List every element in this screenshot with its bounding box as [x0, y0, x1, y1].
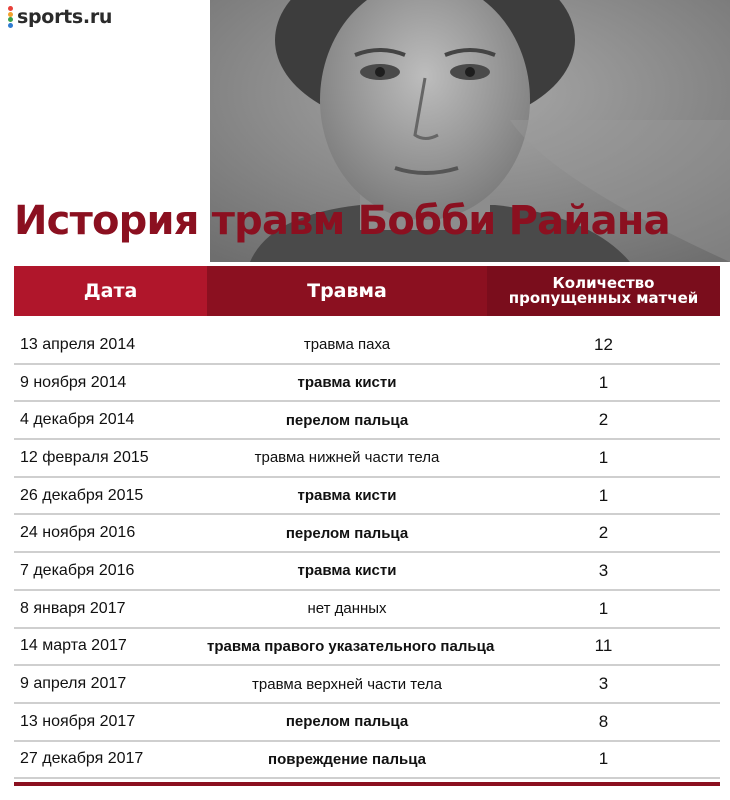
row-missed-games: 11: [594, 636, 613, 656]
row-date: 27 декабря 2017: [20, 750, 144, 768]
injury-table-body: [14, 327, 720, 779]
row-date: 24 ноября 2016: [20, 524, 136, 542]
row-injury: нет данных: [307, 600, 387, 618]
table-row: [14, 478, 720, 516]
row-missed-games: 8: [598, 711, 609, 731]
row-missed-games: 1: [598, 485, 609, 505]
table-row: [14, 666, 720, 704]
table-row: [14, 629, 720, 667]
row-date: 26 декабря 2015: [20, 486, 144, 504]
row-injury: травма правого указательного пальца: [207, 637, 495, 655]
table-row: [14, 440, 720, 478]
row-missed-games: 2: [598, 523, 609, 543]
row-injury: перелом пальца: [285, 713, 409, 731]
sports-ru-logo: [8, 6, 112, 28]
row-date: 4 декабря 2014: [20, 411, 135, 429]
row-missed-games: 1: [598, 749, 609, 769]
header-date: Дата: [14, 266, 207, 316]
header-missed-line2: пропущенных матчей: [508, 289, 699, 307]
row-missed-games: 2: [598, 410, 609, 430]
logo-dots-icon: [8, 6, 14, 28]
header-missed-line1: Количество: [552, 274, 655, 292]
row-injury: перелом пальца: [285, 524, 409, 542]
table-row: [14, 553, 720, 591]
header-missed-games: [487, 266, 720, 316]
table-row: [14, 591, 720, 629]
page-title: История травм Бобби Райана: [14, 198, 670, 244]
row-date: 7 декабря 2016: [20, 561, 135, 579]
row-injury: травма кисти: [297, 562, 397, 580]
row-injury: перелом пальца: [285, 411, 409, 429]
table-row: [14, 402, 720, 440]
row-injury: травма кисти: [297, 374, 397, 392]
row-date: 9 апреля 2017: [20, 675, 127, 693]
row-missed-games: 12: [594, 334, 613, 354]
row-date: 13 ноября 2017: [20, 712, 136, 730]
row-missed-games: 1: [598, 598, 609, 618]
bottom-divider: [14, 782, 720, 786]
row-date: 9 ноября 2014: [20, 373, 127, 391]
row-missed-games: 1: [598, 447, 609, 467]
logo-text: sports.ru: [17, 6, 113, 28]
table-row: [14, 365, 720, 403]
table-row: [14, 704, 720, 742]
row-date: 14 марта 2017: [20, 637, 127, 655]
row-injury: повреждение пальца: [268, 750, 426, 768]
row-missed-games: 3: [598, 674, 609, 694]
table-row: [14, 515, 720, 553]
table-header: [14, 266, 720, 316]
table-row: [14, 327, 720, 365]
row-injury: травма кисти: [297, 487, 397, 505]
table-row: [14, 742, 720, 780]
row-date: 12 февраля 2015: [20, 448, 149, 466]
row-missed-games: 3: [598, 560, 609, 580]
row-injury: травма паха: [303, 336, 391, 354]
row-injury: травма нижней части тела: [254, 449, 440, 467]
header-injury: Травма: [207, 266, 487, 316]
row-date: 8 января 2017: [20, 599, 126, 617]
row-date: 13 апреля 2014: [20, 335, 136, 353]
row-missed-games: 1: [598, 372, 609, 392]
row-injury: травма верхней части тела: [252, 675, 442, 693]
